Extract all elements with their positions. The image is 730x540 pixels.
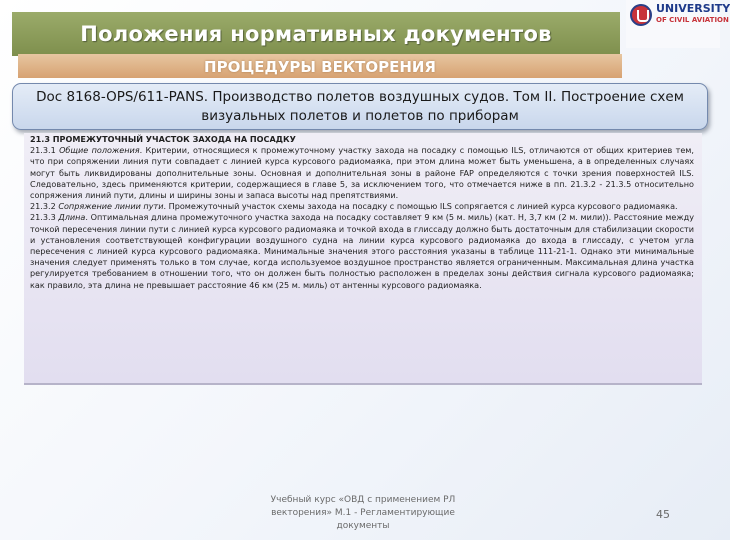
logo-line-2: OF CIVIL AVIATION	[656, 16, 729, 24]
page-number: 45	[656, 508, 670, 521]
paragraph-21-3-3	[30, 212, 694, 290]
paragraph-number: 21.3.1	[30, 145, 60, 156]
footer-course-text: Учебный курс «ОВД с применением РЛ векторения» М.1 - Регламентирующие документы	[270, 495, 456, 531]
slide-title: Положения нормативных документов	[80, 22, 552, 46]
slide-subtitle: ПРОЦЕДУРЫ ВЕКТОРЕНИЯ	[204, 58, 436, 76]
logo-line-1: UNIVERSITY	[656, 2, 730, 15]
document-heading-box	[12, 83, 708, 130]
paragraph-title: Сопряжение линии пути	[58, 201, 164, 212]
paragraph-number: 21.3.3	[30, 212, 59, 223]
subtitle-bar	[18, 54, 622, 78]
paragraph-21-3-2	[30, 201, 694, 212]
title-bar	[12, 12, 620, 56]
paragraph-text: . Критерии, относящиеся к промежуточному участку захода на посадку с помощью ILS, отличаются от общих критериев тем, что при сопряжении линия пути совпадает с линией курса курсового радиомаяка, при этом длина может быть уменьшена, а в определенных случаях могут быть ликвидированы дополнительные зоны. Основная и дополнительная зоны в районе FAP определяются с точки зрения поверхностей ILS. Следовательно, здесь применяются критерии, содержащиеся в главе 5, за исключением того, что отмечается ниже в пп. 21.3.2 - 21.3.5 относительно сопряжения линий пути, длины и ширины зоны и запаса высоты над препятствиями.	[30, 145, 694, 201]
university-logo	[626, 0, 730, 48]
paragraph-number: 21.3.2	[30, 201, 59, 212]
content-panel	[24, 133, 702, 385]
university-emblem-icon	[630, 4, 652, 26]
section-heading: 21.3 ПРОМЕЖУТОЧНЫЙ УЧАСТОК ЗАХОДА НА ПОСАДКУ	[30, 134, 296, 144]
paragraph-text: . Промежуточный участок схемы захода на посадку с помощью ILS сопрягается с линией курса курсового радиомаяка.	[163, 201, 678, 212]
paragraph-text: . Оптимальная длина промежуточного участка захода на посадку составляет 9 км (5 м. миль) (кат. H, 3,7 км (2 м. мили)). Расстояние между точкой пересечения линии пути с линией курса курсового радиомаяка и точкой входа в глиссаду должно быть достаточным для стабилизации скорости и установления соответствующей конфигурации воздушного судна на линии курса курсового радиомаяка до входа в глиссаду, с учетом угла пересечения с линией курса курсового радиомаяка. Минимальные значения этого расстояния указаны в таблице 111-21-1. Однако эти минимальные значения следует применять только в том случае, когда используемое воздушное пространство является ограниченным. Максимальная длина участка регулируется требованием в отношении того, что он должен быть полностью расположен в пределах зоны действия сигнала курсового радиомаяка; как правило, эта длина не превышает расстояние 46 км (25 м. миль) от антенны курсового радиомаяка.	[30, 212, 694, 290]
paragraph-title: Общие положения	[59, 145, 140, 156]
document-heading: Doc 8168-OPS/611-PANS. Производство полетов воздушных судов. Том II. Построение схем визуальных полетов и полетов по приборам	[36, 88, 684, 124]
paragraph-title: Длина	[58, 212, 86, 223]
paragraph-21-3-1	[30, 145, 694, 201]
